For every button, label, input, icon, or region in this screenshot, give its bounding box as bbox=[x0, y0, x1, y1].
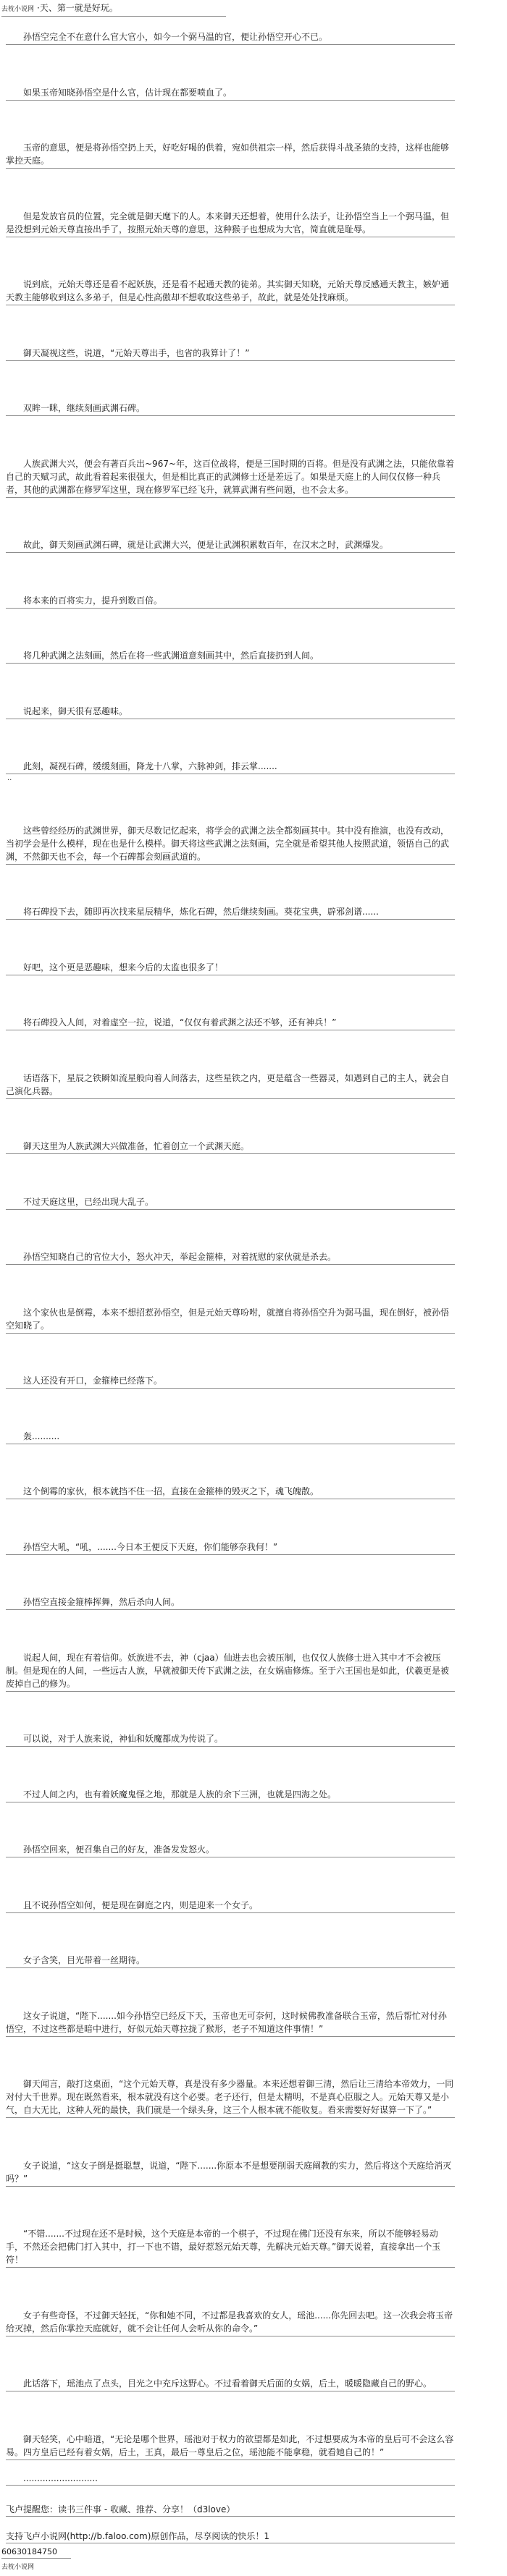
paragraph-text: 将几种武渊之法刻画，然后在将一些武渊道意刻画其中，然后直接扔到人间。 bbox=[6, 649, 455, 664]
paragraph bbox=[6, 1485, 455, 1499]
paragraph-text: 御天这里为人族武渊大兴做准备，忙着创立一个武渊天庭。 bbox=[6, 1140, 455, 1154]
paragraph bbox=[6, 1016, 455, 1030]
stray-mark: .. bbox=[7, 774, 12, 782]
paragraph bbox=[6, 1843, 455, 1857]
paragraph-text: 孙悟空知晓自己的官位大小，怒火冲天，举起金箍棒，对着抚慰的家伙就是杀去。 bbox=[6, 1250, 455, 1265]
paragraph-text: 且不说孙悟空如何，便是现在御庭之内，则是迎来一个女子。 bbox=[6, 1899, 455, 1913]
faloo-support-notice: 支持飞卢小说网(http://b.faloo.com)原创作品，尽享阅读的快乐！1 bbox=[6, 2530, 455, 2543]
paragraph-text: 轰.......... bbox=[6, 1430, 455, 1444]
paragraph bbox=[6, 1250, 455, 1265]
paragraph bbox=[6, 649, 455, 664]
paragraph bbox=[6, 760, 455, 783]
paragraph-text: 孙悟空直接金箍棒挥舞，然后杀向人间。 bbox=[6, 1596, 455, 1610]
paragraph-text: 此话落下，瑶池点了点头，目光之中充斥这野心。不过看着御天后面的女娲，后土，暖暖隐藏自己的野心。 bbox=[6, 2377, 455, 2391]
page-header bbox=[0, 1, 507, 17]
header-tagline: ·天、第一就是好玩。 bbox=[37, 3, 118, 13]
footer-site-name: 去枕小说网 bbox=[1, 2564, 35, 2571]
paragraph bbox=[6, 1541, 455, 1555]
paragraph bbox=[6, 1306, 455, 1334]
paragraph-text: 这个家伙也是倒霉，本来不想招惹孙悟空，但是元始天尊吩咐，就擅自将孙悟空升为弼马温，现在倒好，被孙悟空知晓了。 bbox=[6, 1306, 455, 1334]
paragraph-text: 将石碑投下去，随即再次找来星辰精华，炼化石碑，然后继续刻画。葵花宝典，辟邪剑谱...... bbox=[6, 905, 455, 920]
paragraph bbox=[6, 210, 455, 237]
paragraph-text: 孙悟空回来，便召集自己的好友，准备发发怒火。 bbox=[6, 1843, 455, 1857]
paragraph-text: 说起人间，现在有着信仰。妖族进不去，神（cjaa）仙进去也会被压制，也仅仅人族修士进入其中才不会被压制。但是现在的人间，一些远古人族，早就被御天传下武渊之法，在女娲庙修炼。至于六王国也是如此，伏羲更是被废掉自己的修为。 bbox=[6, 1651, 455, 1692]
paragraph-text: 女子有些奇怪，不过御天轻抚，“你和她不同，不过都是我喜欢的女人，瑶池......你先回去吧。这一次我会将玉帝给灭掉，然后你掌控天庭就好，就不会让任何人会听从你的命令。” bbox=[6, 2309, 455, 2336]
paragraph-text: 御天轻笑，心中暗道，“无论是哪个世界，瑶池对于权力的欲望都是如此，不过想要成为本帝的皇后可不会这么容易。四方皇后已经有着女娲，后土，王真，最后一尊皇后之位，瑶池能不能拿稳，就看她自己的！” bbox=[6, 2433, 455, 2460]
paragraph-text: 可以说，对于人族来说，神仙和妖魔都成为传说了。 bbox=[6, 1732, 455, 1747]
paragraph-text: “不错.......不过现在还不是时候，这个天庭是本帝的一个棋子，不过现在佛门还没有东来，所以不能够轻易动手，不然还会把佛门打入其中，打一下也不错，最好惹怒元始天尊，先解决元始天尊。”御天说着，直接拿出一个玉符！ bbox=[6, 2227, 455, 2268]
paragraph-text: 故此，御天刻画武渊石碑，就是让武渊大兴，便是让武渊积累数百年，在汉末之时，武渊爆发。 bbox=[6, 538, 455, 553]
paragraph-text: 不过人间之内，也有着妖魔鬼怪之地，那就是人族的余下三洲，也就是四海之处。 bbox=[6, 1788, 455, 1802]
paragraph bbox=[6, 1732, 455, 1747]
paragraph-text: 孙悟空大吼，“吼，.......今日本王便反下天庭，你们能够奈我何！” bbox=[6, 1541, 455, 1555]
paragraph-text: 好吧，这个更是恶趣味，想来今后的太监也很多了！ bbox=[6, 961, 455, 975]
paragraph-text: 如果玉帝知晓孙悟空是什么官，估计现在都要喷血了。 bbox=[6, 86, 455, 101]
paragraph-text: 但是发放官员的位置，完全就是御天麾下的人。本来御天还想着，使用什么法子，让孙悟空当上一个弼马温，但是没想到元始天尊直接出手了，按照元始天尊的意思，这种猴子也想成为大官，简直就是耻辱。 bbox=[6, 210, 455, 237]
paragraph bbox=[6, 594, 455, 609]
page-footer bbox=[0, 2472, 507, 2573]
paragraph-text: 女子含笑，目光带着一丝期待。 bbox=[6, 1954, 455, 1968]
paragraph bbox=[6, 402, 455, 416]
paragraph bbox=[6, 2377, 455, 2391]
paragraph-text: 说到底，元始天尊还是看不起妖族，还是看不起通天教的徒弟。其实御天知晓，元始天尊反感通天教主，嫉妒通天教主能够收到这么多弟子，但是心性高傲却不想收取这些弟子，故此，就是处处找麻烦。 bbox=[6, 278, 455, 305]
paragraph-text: 不过天庭这里，已经出现大乱子。 bbox=[6, 1195, 455, 1210]
paragraph bbox=[6, 2077, 455, 2118]
paragraph-text: 玉帝的意思，便是将孙悟空扔上天，好吃好喝的供着，宛如供祖宗一样，然后获得斗战圣猿的支持，这样也能够掌控天庭。 bbox=[6, 141, 455, 169]
paragraph bbox=[6, 1430, 455, 1444]
paragraph-text: 这女子说道，“陛下.......如今孙悟空已经反下天，玉帝也无可奈何，这时候佛教准备联合玉帝，然后帮忙对付孙悟空，不过这些都是暗中进行，好似元始天尊拉拢了猴形，老子不知道这件事情！” bbox=[6, 2009, 455, 2037]
paragraph bbox=[6, 1140, 455, 1154]
paragraph bbox=[6, 1072, 455, 1099]
paragraph bbox=[6, 2433, 455, 2460]
faloo-reminder: 飞卢提醒您：读书三件事 - 收藏、推荐、分享！（d3love） bbox=[6, 2503, 455, 2517]
paragraph bbox=[6, 1651, 455, 1692]
paragraph-text: 说起来，御天很有恶趣味。 bbox=[6, 705, 455, 719]
paragraph bbox=[6, 1899, 455, 1913]
paragraph-text: 将本来的百将实力，提升到数百倍。 bbox=[6, 594, 455, 609]
paragraph bbox=[6, 1954, 455, 1968]
paragraph-text: 话语落下，星辰之铁瞬如流星般向着人间落去，这些星铁之内，更是蕴含一些器灵，如遇到自己的主人，就会自己演化兵器。 bbox=[6, 1072, 455, 1099]
paragraph bbox=[6, 2309, 455, 2336]
paragraph-text: 这人还没有开口，金箍棒已经落下。 bbox=[6, 1374, 455, 1389]
paragraph bbox=[6, 2009, 455, 2037]
header-line bbox=[1, 1, 226, 17]
paragraph-text: 御天凝视这些，说道，“元始天尊出手，也省的我算计了！” bbox=[6, 347, 455, 361]
paragraph bbox=[6, 457, 455, 498]
tracking-code: 60630184750 bbox=[1, 2546, 71, 2559]
paragraph bbox=[6, 1596, 455, 1610]
paragraph-text: 这个倒霉的家伙，根本就挡不住一招，直接在金箍棒的毁灭之下，魂飞魄散。 bbox=[6, 1485, 455, 1499]
paragraph-text: 双眸一眯，继续刻画武渊石碑。 bbox=[6, 402, 455, 416]
paragraph bbox=[6, 1195, 455, 1210]
paragraph bbox=[6, 705, 455, 719]
chapter-body bbox=[0, 17, 507, 2472]
paragraph-text: 女子说道，“这女子倒是挺聪慧，说道，“陛下.......你原本不是想要削弱天庭阐教的实力，然后将这个天庭给消灭吗？” bbox=[6, 2159, 455, 2187]
paragraph bbox=[6, 30, 455, 45]
paragraph bbox=[6, 538, 455, 553]
paragraph bbox=[6, 278, 455, 305]
paragraph bbox=[6, 1788, 455, 1802]
paragraph-text: 此刻，凝视石碑，缓缓刻画，降龙十八掌，六脉神剑，排云掌....... bbox=[6, 760, 455, 774]
site-name: 去枕小说网 bbox=[1, 6, 35, 13]
paragraph-text: 人族武渊大兴，便会有著百兵出~967~年，这百位战将，便是三国时期的百将。但是没有武渊之法，只能依靠着自己的天赋习武，故此看着起来很强大，但是相比真正的武渊修士还是差远了。如果是天庭上的人间仅仅修一种兵者，其他的武渊都在修罗军这里，现在修罗军已经飞升，就算武渊有些问题，也不会太多。 bbox=[6, 457, 455, 498]
paragraph bbox=[6, 824, 455, 865]
paragraph bbox=[6, 905, 455, 920]
paragraph bbox=[6, 961, 455, 975]
paragraph bbox=[6, 86, 455, 101]
paragraph bbox=[6, 1374, 455, 1389]
paragraph bbox=[6, 2159, 455, 2187]
paragraph-text: 御天闻言，敲打这桌面，“这个元始天尊，真是没有多少器量。本来还想着御三清，然后让三清给本帝效力，一同对付大千世界。现在既然看来，根本就没有这个必要。老子还行，但是太精明，不是真心臣服之人。元始天尊又是小气，自大无比，这种人死的最快，我们就是一个绿头身，这三个人根本就不能收复。看来需要好好谋算一下了。” bbox=[6, 2077, 455, 2118]
paragraph bbox=[6, 347, 455, 361]
paragraph bbox=[6, 2227, 455, 2268]
paragraph-text: 这些曾经经历的武渊世界，御天尽数记忆起来，将学会的武渊之法全都刻画其中。其中没有推演，也没有改动，当初学会是什么模样，现在也是什么模样。御天将这些武渊之法刻画，完全就是希望其他人按照武道，领悟自己的武渊，不然御天也不会，每一个石碑都会刻画武道的。 bbox=[6, 824, 455, 865]
paragraph-text: 将石碑投入人间，对着虚空一拉，说道，“仅仅有着武渊之法还不够，还有神兵！” bbox=[6, 1016, 455, 1030]
paragraph bbox=[6, 141, 455, 169]
chapter-end-ellipsis: ........................... bbox=[6, 2472, 455, 2486]
paragraph-text: 孙悟空完全不在意什么官大官小，如今一个弼马温的官，便让孙悟空开心不已。 bbox=[6, 30, 455, 45]
